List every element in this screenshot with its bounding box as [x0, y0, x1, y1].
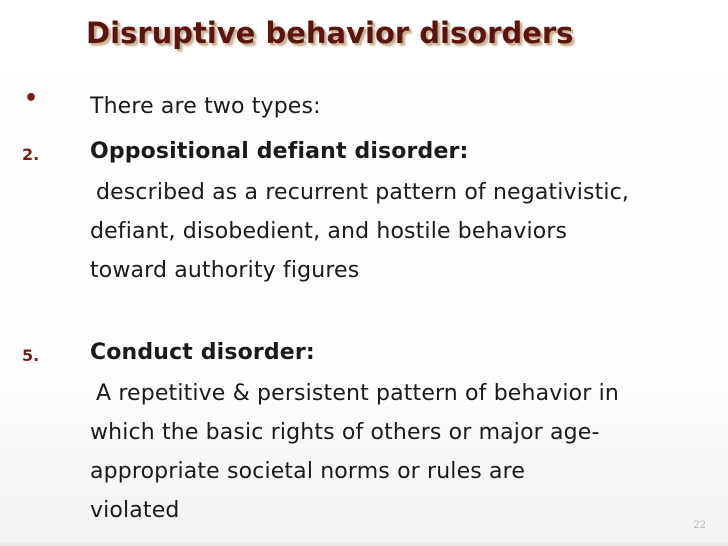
odd-heading: Oppositional defiant disorder:	[90, 139, 469, 164]
bullet-marker: •	[24, 86, 39, 111]
cd-description-line-2: which the basic rights of others or major age-	[90, 420, 600, 445]
odd-description-line-3: toward authority figures	[90, 258, 360, 283]
cd-description-line-1: A repetitive & persistent pattern of behavior in	[96, 381, 619, 406]
intro-text: There are two types:	[90, 94, 321, 119]
bottom-divider	[0, 540, 728, 546]
cd-description-line-3: appropriate societal norms or rules are	[90, 459, 526, 484]
list-number-5: 5.	[22, 346, 40, 365]
cd-heading: Conduct disorder:	[90, 340, 315, 365]
cd-description-line-4: violated	[90, 498, 180, 523]
odd-description-line-1: described as a recurrent pattern of negativistic,	[96, 180, 629, 205]
page-number: 22	[693, 520, 706, 531]
list-number-2: 2.	[22, 145, 40, 164]
slide-title: Disruptive behavior disorders	[86, 16, 574, 50]
odd-description-line-2: defiant, disobedient, and hostile behaviors	[90, 219, 568, 244]
